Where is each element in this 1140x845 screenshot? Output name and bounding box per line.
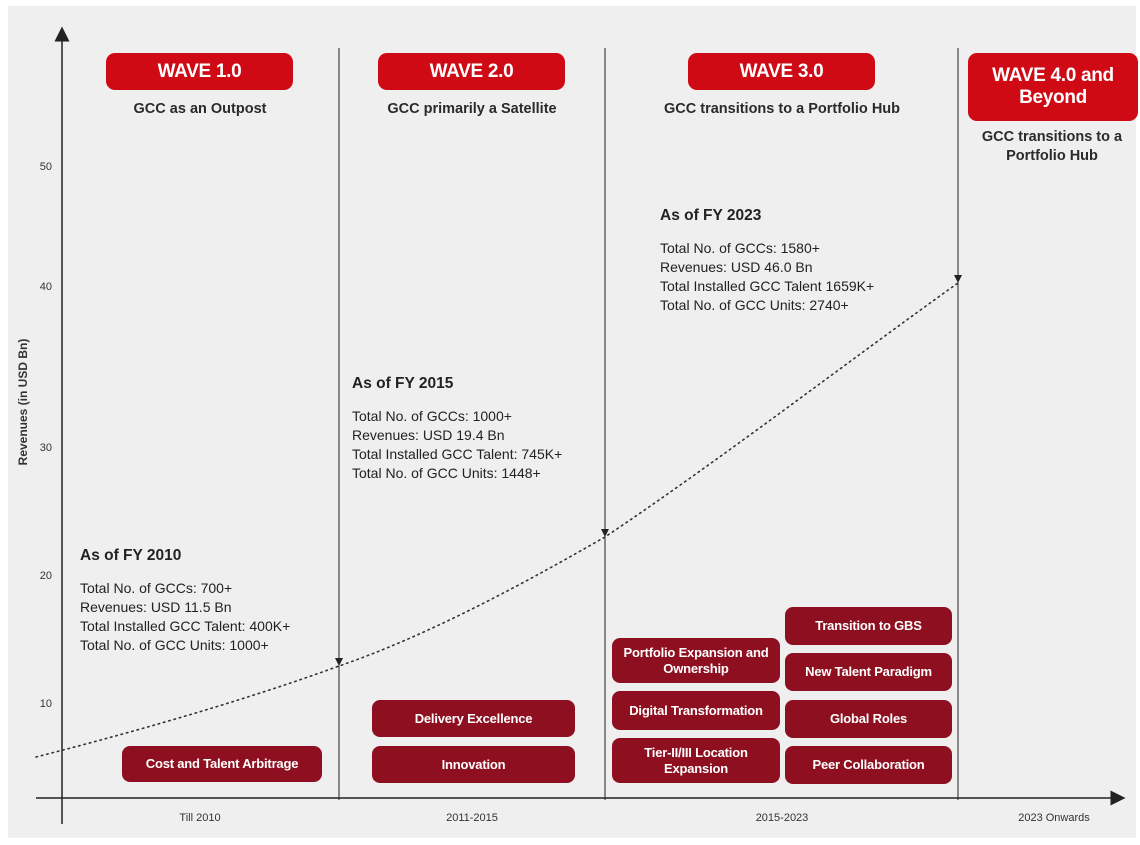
fy2015-stat: Total No. of GCCs: 1000+ bbox=[352, 408, 512, 424]
fy2015-block bbox=[352, 375, 562, 483]
fy2023-stat: Total Installed GCC Talent 1659K+ bbox=[660, 278, 875, 294]
y-tick-label: 40 bbox=[39, 281, 52, 293]
wave-3-pill: WAVE 3.0 bbox=[688, 53, 875, 90]
driver-pill: Portfolio Expansion and Ownership bbox=[612, 638, 780, 683]
driver-pill: Transition to GBS bbox=[785, 607, 952, 645]
driver-pill: Global Roles bbox=[785, 700, 952, 738]
milestone-marker bbox=[954, 275, 962, 283]
fy2023-stat: Revenues: USD 46.0 Bn bbox=[660, 259, 813, 275]
fy2010-block bbox=[80, 547, 290, 655]
wave-4-subtitle: GCC transitions to a Portfolio Hub bbox=[981, 129, 1123, 164]
driver-pill: Tier-II/III Location Expansion bbox=[612, 738, 780, 783]
wave-2-subtitle: GCC primarily a Satellite bbox=[387, 101, 557, 117]
driver-pill: New Talent Paradigm bbox=[785, 653, 952, 691]
fy2010-stat: Total No. of GCC Units: 1000+ bbox=[80, 637, 269, 653]
fy2023-stat: Total No. of GCCs: 1580+ bbox=[660, 240, 820, 256]
fy2023-stat: Total No. of GCC Units: 2740+ bbox=[660, 297, 849, 313]
wave-3-subtitle: GCC transitions to a Portfolio Hub bbox=[663, 101, 901, 117]
wave-1-pill: WAVE 1.0 bbox=[106, 53, 293, 90]
y-tick-label: 10 bbox=[39, 698, 52, 710]
y-tick-label: 30 bbox=[39, 442, 52, 454]
fy2015-heading: As of FY 2015 bbox=[352, 375, 454, 392]
y-tick-label: 50 bbox=[39, 161, 52, 173]
fy2015-stat: Revenues: USD 19.4 Bn bbox=[352, 427, 505, 443]
fy2010-stat: Total Installed GCC Talent: 400K+ bbox=[80, 618, 291, 634]
fy2015-stat: Total No. of GCC Units: 1448+ bbox=[352, 465, 541, 481]
driver-pill: Innovation bbox=[372, 746, 575, 783]
driver-pill: Digital Transformation bbox=[612, 691, 780, 730]
wave-2-pill: WAVE 2.0 bbox=[378, 53, 565, 90]
y-axis-label: Revenues (in USD Bn) bbox=[16, 338, 30, 466]
fy2023-heading: As of FY 2023 bbox=[660, 207, 762, 224]
x-tick-label: Till 2010 bbox=[179, 812, 221, 824]
x-tick-label: 2023 Onwards bbox=[1018, 812, 1090, 824]
driver-pill: Delivery Excellence bbox=[372, 700, 575, 737]
fy2010-stat: Total No. of GCCs: 700+ bbox=[80, 580, 233, 596]
fy2010-heading: As of FY 2010 bbox=[80, 547, 182, 564]
x-tick-label: 2015-2023 bbox=[755, 812, 809, 824]
fy2023-block bbox=[660, 207, 874, 315]
wave-4-pill: WAVE 4.0 and Beyond bbox=[968, 53, 1138, 121]
y-tick-label: 20 bbox=[39, 570, 52, 582]
fy2015-stat: Total Installed GCC Talent: 745K+ bbox=[352, 446, 563, 462]
axes bbox=[36, 34, 1118, 824]
driver-pill: Peer Collaboration bbox=[785, 746, 952, 784]
driver-pill: Cost and Talent Arbitrage bbox=[122, 746, 322, 782]
wave-1-subtitle: GCC as an Outpost bbox=[133, 101, 267, 117]
fy2010-stat: Revenues: USD 11.5 Bn bbox=[80, 599, 232, 615]
x-tick-label: 2011-2015 bbox=[446, 812, 498, 824]
